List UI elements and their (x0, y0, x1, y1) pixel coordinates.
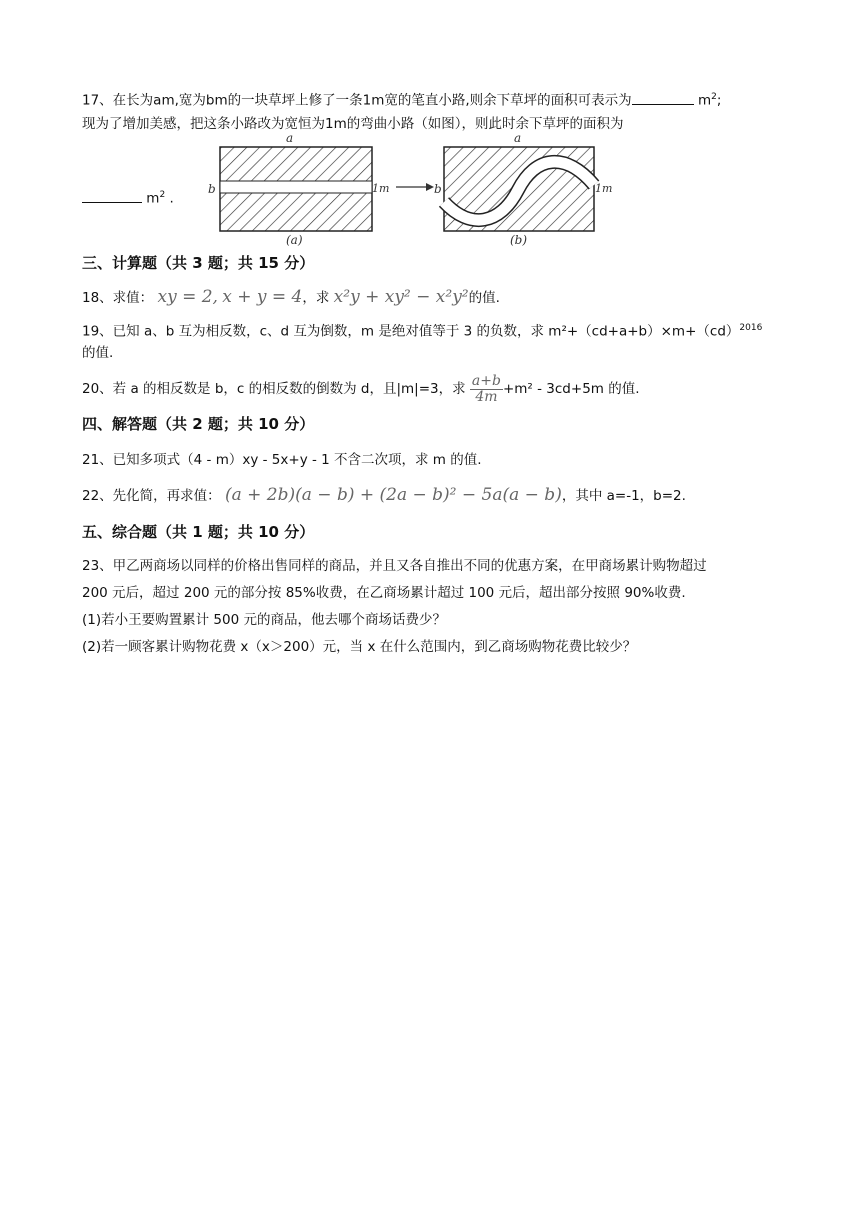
q18-prefix: 18、求值： (82, 290, 154, 306)
figure-b-side-label: b (434, 182, 442, 196)
q18-expr: x²y + xy² − x²y² (333, 287, 469, 307)
section-5-title: 五、综合题（共 1 题；共 10 分） (82, 523, 315, 541)
q17-unit-2: m (146, 190, 160, 207)
arrow-icon (396, 183, 434, 191)
q17-unit-1-sup: 2 (711, 92, 717, 102)
answer-blank-2[interactable] (82, 188, 142, 203)
q22-suffix: ，其中 a=-1，b=2. (561, 488, 686, 504)
figure-a-caption: (a) (286, 233, 303, 247)
figure-a-right-label: 1m (372, 182, 390, 195)
q17-unit-2-sup: 2 (159, 190, 166, 200)
q17-unit-1: m (697, 92, 712, 109)
q17-figure (200, 130, 620, 250)
section-4-title: 四、解答题（共 2 题；共 10 分） (82, 415, 315, 433)
q17-line1-text: 17、在长为am,宽为bm的一块草坪上修了一条1m宽的笔直小路,则余下草坪的面积可表示为 (82, 92, 632, 109)
q18-mid: ，求 (302, 290, 330, 306)
q23-line2: 200 元后，超过 200 元的部分按 85%收费，在乙商场累计超过 100 元后，超出部分按照 90%收费. (82, 585, 686, 601)
figure-a-side-label: b (208, 182, 216, 196)
q17-line3-end: . (169, 190, 174, 207)
q17-line1-end: ; (716, 92, 722, 109)
q20-frac-num: a+b (471, 372, 501, 389)
q19-line1 (82, 318, 762, 342)
q17-line3 (82, 185, 174, 209)
q20 (82, 372, 640, 406)
section-3-title: 三、计算题（共 3 题；共 15 分） (82, 254, 315, 272)
q18 (82, 287, 500, 308)
q20-prefix: 20、若 a 的相反数是 b，c 的相反数的倒数为 d，且|m|=3，求 (82, 381, 466, 397)
q22 (82, 485, 686, 506)
q21: 21、已知多项式（4 ‐ m）xy ‐ 5x+y ‐ 1 不含二次项，求 m 的值. (82, 452, 482, 468)
q20-frac-den: 4m (475, 388, 498, 405)
figure-b (434, 131, 612, 247)
q19-line2: 的值. (82, 345, 114, 361)
q23-line1: 23、甲乙两商场以同样的价格出售同样的商品，并且又各自推出不同的优惠方案，在甲商场累计购物超过 (82, 558, 707, 574)
answer-blank-1[interactable] (632, 90, 694, 105)
q22-expr: (a + 2b)(a − b) + (2a − b)² − 5a(a − b) (224, 485, 562, 505)
q23-sub2: (2)若一顾客累计购物花费 x（x＞200）元，当 x 在什么范围内，到乙商场购物花费比较少？ (82, 639, 637, 655)
q18-cond1: xy = 2 (157, 287, 213, 307)
q19-text: 19、已知 a、b 互为相反数，c、d 互为倒数，m 是绝对值等于 3 的负数，求 m²+（cd+a+b）×m+（cd） (82, 323, 740, 340)
q18-suffix: 的值. (468, 290, 500, 306)
q20-fraction (470, 374, 503, 405)
q18-cond2: x + y = 4 (222, 287, 303, 307)
q19-sup: 2016 (739, 323, 763, 333)
q23-sub1: (1)若小王要购置累计 500 元的商品，他去哪个商场话费少？ (82, 612, 446, 628)
figure-a (208, 131, 389, 247)
q20-suffix: +m² ‐ 3cd+5m 的值. (502, 381, 640, 397)
q17-line1 (82, 87, 721, 111)
figure-b-top-label: a (514, 131, 522, 145)
figure-b-right-label: 1m (595, 182, 613, 195)
figure-b-caption: (b) (510, 233, 528, 247)
q18-sep: , (212, 287, 218, 307)
q17-line2: 现为了增加美感，把这条小路改为宽恒为1m的弯曲小路（如图），则此时余下草坪的面积为 (82, 116, 624, 132)
figure-a-top-label: a (286, 131, 294, 145)
q22-prefix: 22、先化简，再求值： (82, 488, 221, 504)
